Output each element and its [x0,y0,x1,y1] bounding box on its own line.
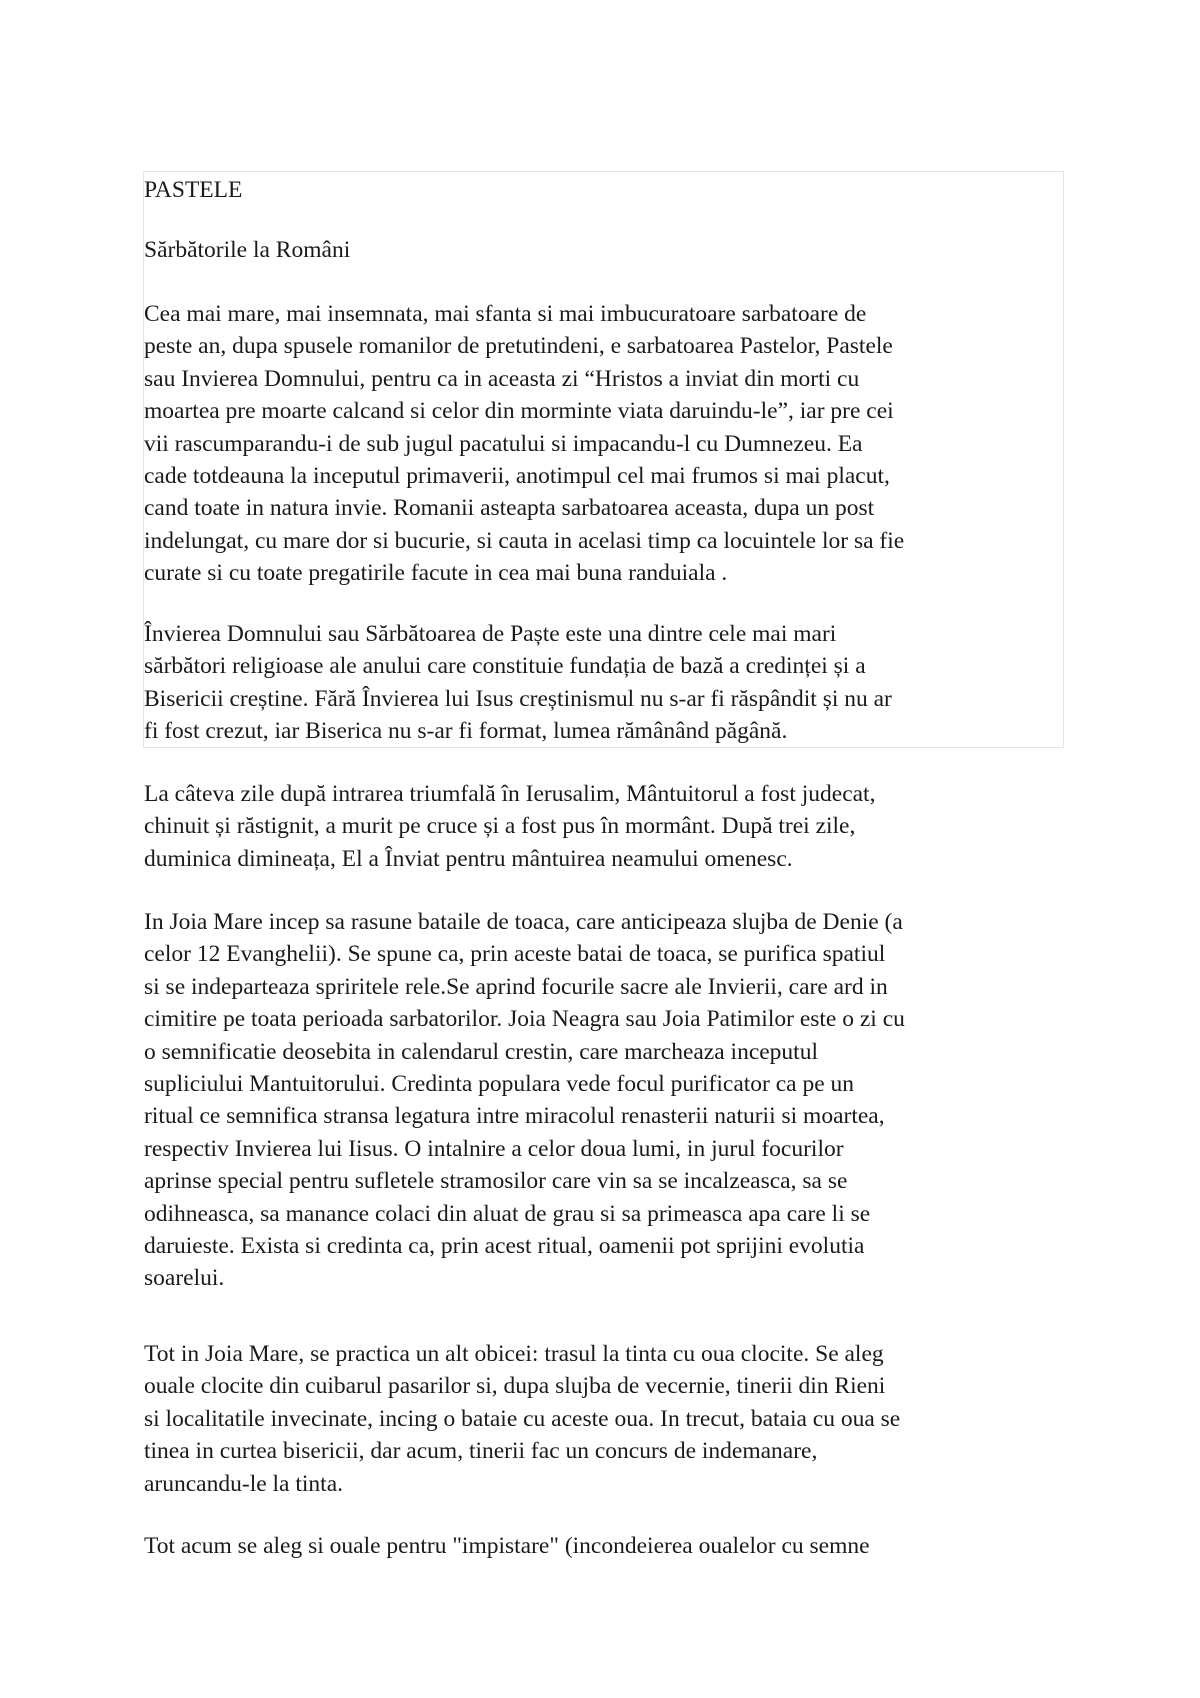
paragraph-line: aruncandu-le la tinta. [144,1470,344,1497]
paragraph-3 [144,778,875,875]
paragraph-1 [144,298,904,590]
paragraph-line: sărbători religioase ale anului care constituie fundația de bază a credinței și a [144,653,866,680]
paragraph-line: cade totdeauna la inceputul primaverii, anotimpul cel mai frumos si mai placut, [144,462,890,489]
paragraph-line: daruieste. Exista si credinta ca, prin acest ritual, oamenii pot sprijini evolutia [144,1232,865,1259]
paragraph-line: supliciului Mantuitorului. Credinta populara vede focul purificator ca pe un [144,1070,855,1097]
paragraph-line: tinea in curtea bisericii, dar acum, tinerii fac un concurs de indemanare, [144,1438,818,1465]
paragraph-2 [144,618,892,748]
paragraph-line: odihneasca, sa manance colaci din aluat de grau si sa primeasca apa care li se [144,1200,871,1227]
paragraph-line: soarelui. [144,1265,225,1292]
paragraph-line: sau Invierea Domnului, pentru ca in aceasta zi “Hristos a inviat din morti cu [144,365,860,392]
paragraph-line: La câteva zile după intrarea triumfală în Ierusalim, Mântuitorul a fost judecat, [144,781,876,807]
paragraph-4 [144,906,905,1295]
paragraph-line: vii rascumparandu-i de sub jugul pacatului si impacandu-l cu Dumnezeu. Ea [144,430,863,457]
paragraph-line: moartea pre moarte calcand si celor din morminte viata daruindu-le”, iar pre cei [144,398,894,425]
paragraph-line: respectiv Invierea lui Iisus. O intalnire a celor doua lumi, in jurul focurilor [144,1135,844,1162]
paragraph-line: Tot in Joia Mare, se practica un alt obicei: trasul la tinta cu oua clocite. Se aleg [144,1341,884,1367]
paragraph-line: aprinse special pentru sufletele stramosilor care vin sa se incalzeasca, sa se [144,1168,848,1195]
paragraph-line: chinuit și răstignit, a murit pe cruce și a fost pus în mormânt. După trei zile, [144,813,856,840]
document-title: PASTELE [144,177,243,203]
paragraph-line: Învierea Domnului sau Sărbătoarea de Paște este una dintre cele mai mari [144,621,837,647]
paragraph-6 [144,1530,870,1562]
paragraph-line: si localitatile invecinate, incing o bataie cu aceste oua. In trecut, bataia cu oua se [144,1405,901,1432]
paragraph-line: fi fost crezut, iar Biserica nu s-ar fi format, lumea rămânând păgână. [144,718,788,745]
paragraph-line: cand toate in natura invie. Romanii asteapta sarbatoarea aceasta, dupa un post [144,495,875,522]
paragraph-line: ritual ce semnifica stransa legatura intre miracolul renasterii naturii si moartea, [144,1103,885,1130]
paragraph-line: Cea mai mare, mai insemnata, mai sfanta si mai imbucuratoare sarbatoare de [144,301,867,327]
paragraph-line: duminica dimineața, El a Înviat pentru mântuirea neamului omenesc. [144,845,793,872]
paragraph-line: cimitire pe toata perioada sarbatorilor. Joia Neagra sau Joia Patimilor este o zi cu [144,1006,905,1033]
paragraph-line: Bisericii creștine. Fără Învierea lui Isus creștinismul nu s-ar fi răspândit și nu ar [144,685,892,712]
paragraph-line: si se indeparteaza spriritele rele.Se aprind focurile sacre ale Invierii, care ard in [144,973,888,1000]
paragraph-line: indelungat, cu mare dor si bucurie, si cauta in acelasi timp ca locuintele lor sa fie [144,527,905,554]
paragraph-line: celor 12 Evanghelii). Se spune ca, prin aceste batai de toaca, se purifica spatiul [144,941,886,968]
paragraph-line: In Joia Mare incep sa rasune bataile de toaca, care anticipeaza slujba de Denie (a [144,909,903,935]
paragraph-line: peste an, dupa spusele romanilor de pretutindeni, e sarbatoarea Pastelor, Pastele [144,333,893,360]
paragraph-line: o semnificatie deosebita in calendarul crestin, care marcheaza inceputul [144,1038,818,1065]
paragraph-line: ouale clocite din cuibarul pasarilor si, dupa slujba de vecernie, tinerii din Rieni [144,1373,886,1400]
document-subtitle: Sărbătorile la Români [144,237,351,263]
paragraph-5 [144,1338,900,1500]
paragraph-line: curate si cu toate pregatirile facute in cea mai buna randuiala . [144,560,728,587]
paragraph-line: Tot acum se aleg si ouale pentru "impistare" (incondeierea oualelor cu semne [144,1533,870,1559]
